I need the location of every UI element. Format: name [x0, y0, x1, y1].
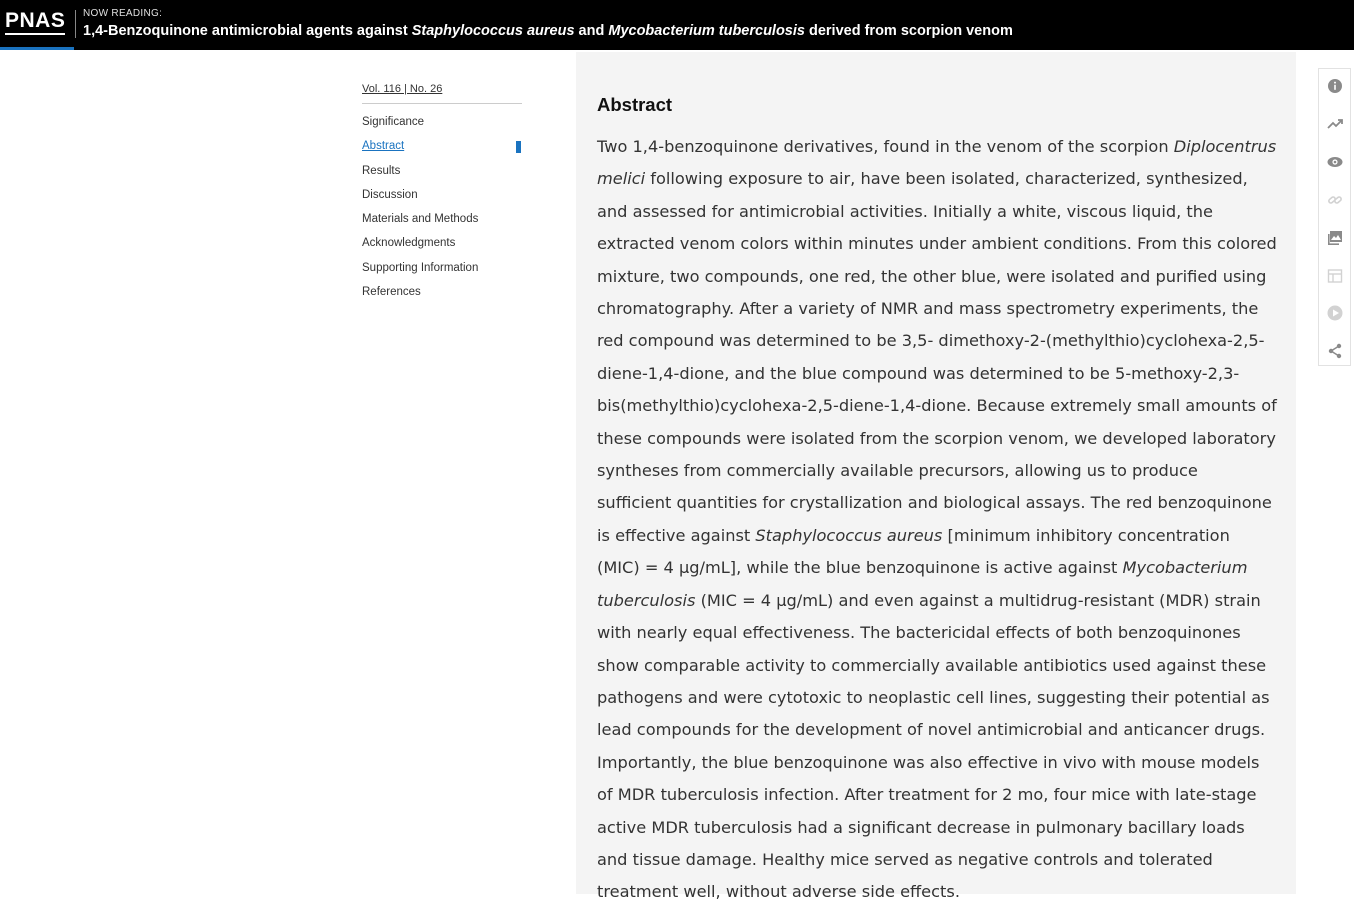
- figures-icon: [1327, 230, 1343, 246]
- now-reading-label: NOW READING:: [83, 8, 163, 19]
- metrics-icon: [1327, 116, 1343, 132]
- toc-item-label: Acknowledgments: [362, 237, 456, 250]
- top-header-bar: [0, 0, 1354, 50]
- tables-icon: [1327, 268, 1343, 284]
- info-icon: [1327, 78, 1343, 94]
- toc-item-references[interactable]: [362, 280, 522, 304]
- view-icon: [1327, 154, 1343, 170]
- metrics-button[interactable]: [1319, 112, 1350, 136]
- title-part: Mycobacterium tuberculosis: [608, 23, 805, 39]
- link-icon: [1327, 192, 1343, 208]
- volume-issue-link[interactable]: Vol. 116 | No. 26: [362, 83, 522, 104]
- abstract-italic-term: Diplocentrus melici: [597, 137, 1277, 189]
- pnas-logo[interactable]: PNAS: [5, 10, 65, 35]
- media-icon: [1327, 305, 1343, 321]
- toc-item-label: Materials and Methods: [362, 213, 479, 226]
- abstract-text-segment: following exposure to air, have been isolated, characterized, synthesized, and assessed for antimicrobial activities. Initially a white, viscous liquid, the extracted venom colors within minutes under ambient conditions. From this colored mixture, two compounds, one red, the other blue, were isolated and purified using chromatography. After a variety of NMR and mass spectrometry experiments, the red compound was determined to be 3,5- dimethoxy-2-(methylthio)cyclohexa-2,5-diene-1,4-dione, and the blue compound was determined to be 5-methoxy-2,3- bis(methylthio)cyclohexa-2,5-diene-1,4-dione. Because extremely small amounts of these compounds were isolated from the scorpion venom, we developed laboratory syntheses from commercially available precursors, allowing us to produce sufficient quantities for crystallization and biological assays. The red benzoquinone is effective against: [597, 169, 1277, 545]
- toc-item-label: Results: [362, 164, 401, 177]
- share-icon: [1327, 343, 1343, 359]
- reading-progress-bar: [0, 47, 74, 50]
- abstract-italic-term: Staphylococcus aureus: [755, 525, 943, 545]
- toc-item-label: Discussion: [362, 188, 418, 201]
- toc-item-label: References: [362, 286, 421, 299]
- title-part: Staphylococcus aureus: [411, 23, 575, 39]
- abstract-italic-term: Mycobacterium tuberculosis: [597, 558, 1248, 610]
- toc-item-abstract[interactable]: [362, 134, 522, 158]
- article-title: [83, 23, 1013, 39]
- abstract-text: [597, 131, 1277, 909]
- title-part: and: [574, 23, 609, 39]
- abstract-text-segment: [minimum inhibitory concentration (MIC) = 4 µg/mL], while the blue benzoquinone is active against: [597, 525, 1230, 578]
- title-part: 1,4-Benzoquinone antimicrobial agents against: [83, 23, 412, 39]
- table-of-contents: [362, 83, 522, 304]
- toc-item-discussion[interactable]: [362, 183, 522, 207]
- active-section-marker: [516, 141, 521, 153]
- abstract-heading: Abstract: [597, 94, 673, 115]
- toc-item-results[interactable]: [362, 159, 522, 183]
- toc-item-label: Abstract: [362, 140, 405, 153]
- abstract-text-segment: (MIC = 4 µg/mL) and even against a multidrug-resistant (MDR) strain with nearly equal effectiveness. The bactericidal effects of both benzoquinones show comparable activity to commercially available antibiotics used against these pathogens and were cytotoxic to neoplastic cell lines, suggesting their potential as lead compounds for the development of novel antimicrobial and anticancer drugs. Importantly, the blue benzoquinone was also effective in vivo with mouse models of MDR tuberculosis infection. After treatment for 2 mo, four mice with late-stage active MDR tuberculosis had a significant decrease in pulmonary bacillary loads and tissue damage. Healthy mice served as negative controls and tolerated treatment well, without adverse side effects.: [597, 590, 1270, 902]
- toc-item-label: Supporting Information: [362, 261, 479, 274]
- toc-item-materials-and-methods[interactable]: [362, 207, 522, 231]
- info-button[interactable]: [1319, 74, 1350, 98]
- title-part: derived from scorpion venom: [804, 23, 1013, 39]
- article-tools-toolbar: [1318, 68, 1351, 366]
- tables-button[interactable]: [1319, 264, 1350, 288]
- view-button[interactable]: [1319, 150, 1350, 174]
- toc-list: [362, 110, 522, 304]
- toc-item-significance[interactable]: [362, 110, 522, 134]
- link-button[interactable]: [1319, 188, 1350, 212]
- media-button[interactable]: [1319, 301, 1350, 325]
- abstract-text-segment: Two 1,4-benzoquinone derivatives, found in the venom of the scorpion: [597, 137, 1174, 156]
- toc-item-acknowledgments[interactable]: [362, 231, 522, 255]
- figures-button[interactable]: [1319, 226, 1350, 250]
- share-button[interactable]: [1319, 339, 1350, 363]
- article-main-panel: [576, 52, 1296, 902]
- toc-item-label: Significance: [362, 116, 425, 128]
- toc-item-supporting-information[interactable]: [362, 256, 522, 280]
- header-divider: [75, 10, 76, 38]
